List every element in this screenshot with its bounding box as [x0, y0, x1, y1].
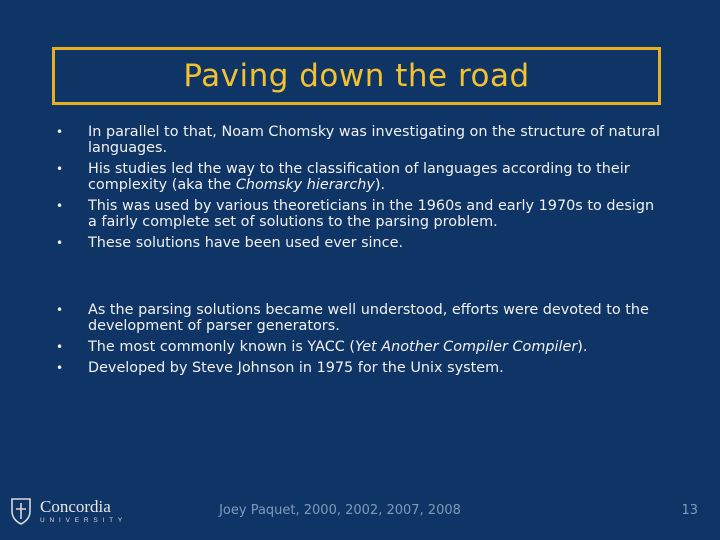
bullet-text-italic: Yet Another Compiler Compiler [355, 339, 578, 355]
bullet-item [56, 360, 666, 376]
page-number: 13 [681, 503, 698, 518]
bullet-icon: • [56, 361, 64, 375]
bullet-text: This was used by various theoreticians in the 1960s and early 1970s to design a fairly complete set of solutions to the parsing problem. [88, 198, 655, 230]
bullet-text-italic: Chomsky hierarchy [235, 177, 375, 193]
bullet-icon: • [56, 125, 64, 139]
bullet-item [56, 161, 666, 193]
bullet-text: In parallel to that, Noam Chomsky was investigating on the structure of natural languages. [88, 124, 660, 156]
bullet-item [56, 302, 666, 334]
bullet-item [56, 339, 666, 355]
bullet-list-1 [56, 124, 666, 256]
bullet-text-end: ). [577, 339, 588, 355]
logo-subtitle: UNIVERSITY [40, 516, 128, 524]
bullet-icon: • [56, 199, 64, 213]
bullet-text: These solutions have been used ever since. [88, 235, 404, 251]
bullet-item [56, 235, 666, 251]
bullet-item [56, 124, 666, 156]
bullet-icon: • [56, 162, 64, 176]
bullet-icon: • [56, 340, 64, 354]
bullet-text-end: ). [374, 177, 386, 193]
logo-wordmark [40, 498, 127, 525]
title-box [52, 47, 661, 105]
bullet-text: As the parsing solutions became well understood, efforts were devoted to the development of parser generators. [88, 302, 649, 334]
slide-title: Paving down the road [183, 58, 530, 94]
logo-name: Concordia [40, 496, 111, 516]
footer-credit: Joey Paquet, 2000, 2002, 2007, 2008 [219, 503, 461, 518]
bullet-text: His studies led the way to the classification of languages according to their complexity (aka the [88, 161, 630, 193]
bullet-icon: • [56, 236, 64, 250]
bullet-item [56, 198, 666, 230]
concordia-logo [10, 496, 130, 526]
bullet-icon: • [56, 303, 64, 317]
bullet-text: Developed by Steve Johnson in 1975 for the Unix system. [88, 360, 504, 376]
bullet-text: The most commonly known is YACC ( [88, 339, 355, 355]
crest-icon [10, 497, 32, 525]
bullet-list-2 [56, 302, 666, 381]
